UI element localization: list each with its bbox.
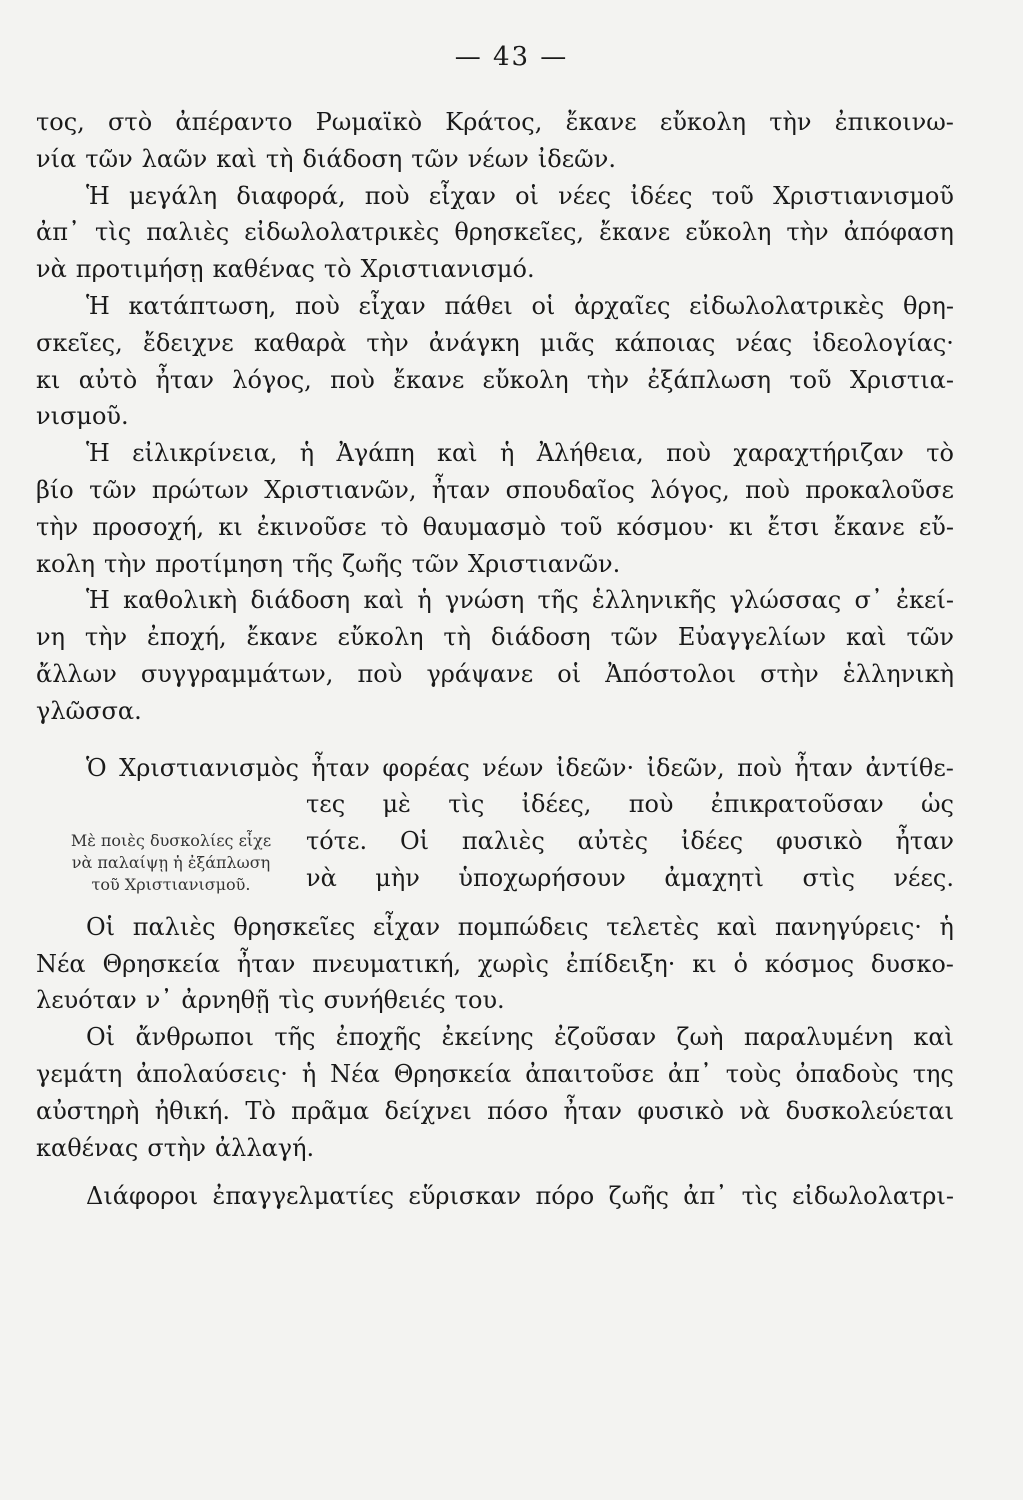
word: στὴν <box>760 659 819 688</box>
paragraph <box>36 178 954 288</box>
word: ἰδέες, <box>521 790 592 819</box>
text-line <box>36 1019 954 1056</box>
word: ἰδεῶν· <box>555 753 635 782</box>
word: πνευματική, <box>312 949 462 978</box>
word: ἀλλαγή. <box>214 1133 315 1162</box>
word: ἔδειχνε <box>142 328 234 357</box>
word: τὴν <box>786 218 829 247</box>
word: ἀπ᾽ <box>667 1059 712 1088</box>
word: Διάφοροι <box>86 1182 199 1211</box>
word: τῶν <box>906 623 954 652</box>
word: κόσμος <box>764 949 855 978</box>
word: ἑλληνικῆς <box>591 586 717 615</box>
word: ἦταν <box>236 949 296 978</box>
word: Κράτος, <box>445 108 543 136</box>
word: λευόταν <box>36 986 137 1015</box>
word: ἑλληνικὴ <box>842 659 954 688</box>
word: Ἀπόστολοι <box>605 659 736 688</box>
word: Ρωμαϊκὸ <box>315 108 423 136</box>
text-line <box>306 860 954 897</box>
word: νέες. <box>893 863 954 892</box>
word: φυσικὸ <box>637 1096 725 1125</box>
text-line <box>306 823 954 860</box>
word: φυσικὸ <box>775 827 863 856</box>
text-line <box>36 178 954 215</box>
word: Τὸ <box>245 1096 276 1125</box>
word: ποὺ <box>357 659 403 688</box>
paragraph <box>36 435 954 582</box>
word: καθένας <box>212 255 315 284</box>
word: Χριστιανῶν, <box>264 475 417 504</box>
word: ἡ <box>499 439 515 468</box>
text-line <box>36 435 954 472</box>
word: δυσκο- <box>870 949 954 978</box>
word: πάθει <box>444 291 513 320</box>
word: πανηγύρεις· <box>775 912 922 941</box>
page-body <box>36 104 954 1215</box>
word: νὰ <box>739 1096 771 1125</box>
word: ἡ <box>417 586 432 615</box>
word: προσοχή, <box>92 512 205 541</box>
word: Χριστιανισμὸς <box>119 753 299 782</box>
text-line <box>36 546 954 583</box>
text-line <box>36 141 954 178</box>
text-line <box>36 619 954 656</box>
word: τοῦ <box>789 365 832 394</box>
word: ἔκανε <box>393 365 465 394</box>
word: τὴν <box>36 512 79 541</box>
word: νη <box>36 623 65 652</box>
word: παλιὲς <box>132 912 216 941</box>
word: ἦταν <box>431 475 491 504</box>
word: εὔκολη <box>482 365 569 394</box>
word: ἀπολαύσεις· <box>136 1059 288 1088</box>
word: τὴν <box>104 549 147 578</box>
word: σκεῖες, <box>36 328 123 357</box>
word: τες <box>306 790 346 819</box>
word: εἶχαν <box>428 181 496 210</box>
paragraph <box>36 582 954 729</box>
word: ἦταν <box>155 365 214 394</box>
word: ἀνάγκη <box>428 328 520 357</box>
word: τοῦ <box>711 181 754 210</box>
margin-note-line: Μὲ ποιὲς δυσκολίες εἶχε <box>70 831 272 851</box>
word: καὶ <box>363 586 405 615</box>
word: εἶχαν <box>372 912 441 941</box>
word: Νέα <box>36 949 86 978</box>
word: ἐπίδειξη· <box>565 949 676 978</box>
word: ἄνθρωποι <box>135 1023 254 1052</box>
word: διαφορά, <box>236 181 346 210</box>
word: μιᾶς <box>539 328 595 357</box>
word: πόρο <box>535 1182 595 1211</box>
word: Ἡ <box>86 439 110 468</box>
word: ἐπαγγελματίες <box>212 1182 395 1211</box>
word: Θρησκεία <box>102 949 221 978</box>
word: διάδοση <box>490 623 591 652</box>
word: ἐκινοῦσε <box>256 512 367 541</box>
margin-note <box>36 786 306 896</box>
word: νὰ <box>36 255 67 284</box>
word: στὸ <box>108 108 153 136</box>
word: τῆς <box>292 549 334 578</box>
word: Ὁ <box>86 753 107 782</box>
word: τὸ <box>380 512 409 541</box>
word: ἀπέραντο <box>175 108 293 136</box>
word: Χριστιανῶν. <box>468 549 621 578</box>
word: εἰδωλολατρικὲς <box>244 218 440 247</box>
word: Ἡ <box>86 291 110 320</box>
word: ἐκείνης <box>441 1023 534 1052</box>
word: πρᾶμα <box>291 1096 370 1125</box>
word: κολη <box>36 549 96 578</box>
word: δείχνει <box>384 1096 472 1125</box>
word: ἦταν <box>311 753 370 782</box>
word: πομπώδεις <box>457 912 589 941</box>
word: καὶ <box>845 623 887 652</box>
margin-note-line: τοῦ Χριστιανισμοῦ. <box>91 875 251 895</box>
text-line <box>36 693 954 730</box>
word: ζωῆς <box>608 1182 669 1211</box>
word: τὸ <box>323 255 352 284</box>
text-line <box>36 214 954 251</box>
word: οἱ <box>531 291 556 320</box>
word: εἰλικρίνεια, <box>132 439 278 468</box>
paragraph <box>36 104 954 178</box>
word: ἔκανε <box>565 108 637 136</box>
word: λαῶν <box>141 144 208 173</box>
word: προτίμηση <box>155 549 284 578</box>
word: τοὺς <box>725 1059 782 1088</box>
text-line <box>36 325 954 362</box>
word: νέες <box>558 181 612 210</box>
word: προτιμήσῃ <box>75 255 204 284</box>
word: καθένας <box>36 1133 139 1162</box>
word: χωρὶς <box>477 949 549 978</box>
word: προκαλοῦσε <box>805 475 954 504</box>
word: Θρησκεία <box>393 1059 512 1088</box>
text-line <box>36 1130 954 1167</box>
word: ἔκανε <box>246 623 318 652</box>
word: ἐπικοινω- <box>834 108 954 136</box>
word: τος, <box>36 108 85 136</box>
page-number: — 43 — <box>454 42 569 72</box>
word: ἦταν <box>563 1096 622 1125</box>
word: ἐξάπλωση <box>647 365 772 394</box>
word: Οἱ <box>86 912 116 941</box>
word: καὶ <box>436 439 478 468</box>
word: ἦταν <box>794 753 853 782</box>
word: ἀρχαῖες <box>574 291 671 320</box>
word: στὴν <box>147 1133 206 1162</box>
text-line <box>36 582 954 619</box>
word: μὴν <box>375 863 420 892</box>
word: ν᾽ <box>145 986 173 1015</box>
word: ἐζοῦσαν <box>554 1023 657 1052</box>
paragraph <box>36 1178 954 1215</box>
word: τὶς <box>95 218 132 247</box>
word: τελετὲς <box>606 912 700 941</box>
text-line <box>36 509 954 546</box>
text-line <box>36 1178 954 1215</box>
word: νέων <box>482 753 544 782</box>
word: Ἀγάπη <box>336 439 415 468</box>
word: ἀμαχητὶ <box>664 863 764 892</box>
word: ἐποχῆς <box>335 1023 422 1052</box>
word: γνώση <box>445 586 525 615</box>
word: τὴν <box>586 365 630 394</box>
word: ὀπαδοὺς <box>795 1059 899 1088</box>
word: καθολικὴ <box>123 586 238 615</box>
text-line <box>36 472 954 509</box>
word: κόσμου· <box>616 512 715 541</box>
word: εὔ- <box>918 512 954 541</box>
word: Οἱ <box>86 1023 116 1052</box>
word: λόγος, <box>650 475 730 504</box>
word: ἀπαιτοῦσε <box>525 1059 654 1088</box>
word: κι <box>728 512 754 541</box>
word: ποὺ <box>364 181 410 210</box>
word: ἔκανε <box>833 512 905 541</box>
text-line <box>36 362 954 399</box>
word: τῆς <box>274 1023 316 1052</box>
word: σπουδαῖος <box>505 475 635 504</box>
word: εὔκολη <box>659 108 746 136</box>
word: ἀπόφαση <box>843 218 954 247</box>
word: ζωῆς <box>342 549 403 578</box>
word: ποὺ <box>737 753 782 782</box>
word: τοῦ <box>560 512 603 541</box>
word: ἐποχή, <box>146 623 227 652</box>
word: ποὺ <box>628 790 674 819</box>
word: οἱ <box>557 659 582 688</box>
word: γεμάτη <box>36 1059 123 1088</box>
word: κι <box>36 365 61 394</box>
word: νισμοῦ. <box>36 402 129 431</box>
word: ἦταν <box>895 827 954 856</box>
word: σ᾽ <box>854 586 883 615</box>
word: ἡ <box>301 1059 317 1088</box>
word: κι <box>692 949 717 978</box>
word: αὐστηρὴ <box>36 1096 140 1125</box>
section-with-margin-note <box>36 750 954 897</box>
word: μεγάλη <box>128 181 218 210</box>
word: τὴ <box>443 623 472 652</box>
word: στὶς <box>802 863 855 892</box>
text-line <box>36 946 954 983</box>
word: κάποιας <box>614 328 716 357</box>
word: λόγος, <box>232 365 312 394</box>
word: φορέας <box>382 753 470 782</box>
word: πρώτων <box>151 475 249 504</box>
word: εὔκολη <box>685 218 772 247</box>
word: διάδοση <box>302 144 403 173</box>
word: ἀντίθε- <box>865 753 954 782</box>
text-line <box>306 786 954 823</box>
word: ἰδεολογίας· <box>812 328 954 357</box>
word: ἡ <box>299 439 315 468</box>
word: ἔκανε <box>599 218 671 247</box>
word: τὶς <box>278 986 315 1015</box>
word: θρησκεῖες, <box>454 218 585 247</box>
word: Εὐαγγελίων <box>677 623 827 652</box>
word: αὐτὸ <box>78 365 138 394</box>
word: νία <box>36 144 77 173</box>
word: ἐπικρατοῦσαν <box>710 790 884 819</box>
word: κατάπτωση, <box>128 291 277 320</box>
word: Οἱ <box>399 827 430 856</box>
word: νὰ <box>306 863 337 892</box>
word: παλιὲς <box>146 218 230 247</box>
word: Χριστιανισμό. <box>360 255 535 284</box>
word: ζωὴ <box>676 1023 724 1052</box>
word: ἀρνηθῇ <box>181 986 270 1015</box>
word: συγγραμμάτων, <box>140 659 334 688</box>
paragraph <box>36 288 954 435</box>
word: ἠθική. <box>154 1096 230 1125</box>
word: Χριστιανισμοῦ <box>773 181 954 210</box>
text-line <box>36 1056 954 1093</box>
word: τῶν <box>411 144 459 173</box>
word: Ἡ <box>86 586 110 615</box>
word: γράψανε <box>426 659 534 688</box>
word: βίο <box>36 475 74 504</box>
word: νέων <box>467 144 529 173</box>
word: ποὺ <box>745 475 790 504</box>
word: Χριστια- <box>849 365 954 394</box>
word: ἀπ᾽ <box>683 1182 728 1211</box>
word: θρησκεῖες <box>233 912 356 941</box>
word: τῶν <box>610 623 658 652</box>
word: τὶς <box>448 790 485 819</box>
word: ἰδέες <box>630 181 693 210</box>
word: συνήθειές <box>323 986 446 1015</box>
word: καὶ <box>216 144 257 173</box>
word: εὕρισκαν <box>408 1182 522 1211</box>
word: τὶς <box>741 1182 778 1211</box>
word: εἰδωλολατρικὲς <box>689 291 885 320</box>
word: ὑποχωρήσουν <box>458 863 626 892</box>
text-line <box>36 251 954 288</box>
word: χαραχτήριζαν <box>733 439 904 468</box>
word: Νέα <box>330 1059 380 1088</box>
word: καθαρὰ <box>253 328 347 357</box>
text-line <box>36 1093 954 1130</box>
text-line <box>36 656 954 693</box>
word: ποὺ <box>330 365 375 394</box>
word: τῶν <box>85 144 133 173</box>
word: τότε. <box>306 827 368 856</box>
word: νέας <box>735 328 793 357</box>
text-line <box>36 398 954 435</box>
text-line <box>36 104 954 141</box>
word: τῶν <box>89 475 137 504</box>
word: ἐκεί- <box>896 586 954 615</box>
paragraph <box>36 909 954 1019</box>
word: γλῶσσα. <box>36 696 142 725</box>
word: γλώσσας <box>729 586 842 615</box>
word: διάδοση <box>250 586 351 615</box>
word: κι <box>218 512 243 541</box>
word: δυσκολεύεται <box>785 1096 954 1125</box>
word: τὸ <box>926 439 954 468</box>
text-line <box>36 982 954 1019</box>
paragraph <box>36 1019 954 1166</box>
word: οἱ <box>515 181 539 210</box>
word: ἡ <box>939 912 954 941</box>
word: Ἀλήθεια, <box>536 439 644 468</box>
word: τὴν <box>84 623 128 652</box>
word: εἰδωλολατρι- <box>792 1182 954 1211</box>
word: αὐτὲς <box>577 827 649 856</box>
word: μὲ <box>382 790 411 819</box>
word: ἰδέες <box>680 827 744 856</box>
margin-note-line: νὰ παλαίψῃ ἡ ἐξάπλωση <box>71 853 271 873</box>
word: ὡς <box>920 790 954 819</box>
word: ἄλλων <box>36 659 117 688</box>
word: καὶ <box>913 1023 954 1052</box>
word: ποὺ <box>666 439 711 468</box>
word: παραλυμένη <box>743 1023 893 1052</box>
word: ἰδεῶν, <box>646 753 725 782</box>
word: Ἡ <box>86 181 110 210</box>
word: ὁ <box>733 949 748 978</box>
word: εἶχαν <box>358 291 426 320</box>
word: τὴν <box>769 108 812 136</box>
word: τῶν <box>411 549 460 578</box>
word: ἔτσι <box>767 512 820 541</box>
text-line <box>36 750 954 787</box>
word: της <box>912 1059 954 1088</box>
word: ἰδεῶν. <box>537 144 616 173</box>
text-line <box>36 288 954 325</box>
word: θαυμασμὸ <box>422 512 547 541</box>
word: ἀπ᾽ <box>36 218 80 247</box>
word: καὶ <box>716 912 758 941</box>
word: τὴ <box>265 144 294 173</box>
word: ποὺ <box>294 291 340 320</box>
word: τὴν <box>366 328 409 357</box>
word: πόσο <box>487 1096 549 1125</box>
word: παλιὲς <box>461 827 545 856</box>
word: του. <box>454 986 505 1015</box>
text-line <box>36 909 954 946</box>
word: εὔκολη <box>337 623 424 652</box>
word: τῆς <box>537 586 579 615</box>
word: θρη- <box>902 291 954 320</box>
